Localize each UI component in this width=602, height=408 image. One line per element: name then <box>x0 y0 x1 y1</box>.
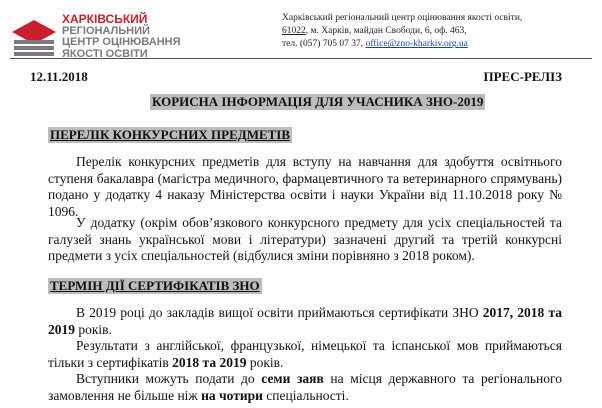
text: років. <box>75 321 112 337</box>
org-name-line-4: ЯКОСТІ ОСВІТИ <box>62 47 148 60</box>
org-name-line-2: РЕГІОНАЛЬНИЙ <box>62 24 150 37</box>
paragraph-subjects-1: Перелік конкурсних предметів для вступу на навчання для здобуття освітнього ступеня бакалавра (магістра медичного, фармацевтичного та ветеринарного спрямувань) подано у додатку 4 наказу Міністерства освіти і науки України від 11.10.2018 року № 1096. <box>48 154 562 219</box>
phone-text: тел. (057) 705 07 37, <box>282 39 366 50</box>
section-heading-certificates: ТЕРМІН ДІЇ СЕРТИФІКАТІВ ЗНО <box>50 278 260 293</box>
org-name-line-3: ЦЕНТР ОЦІНЮВАННЯ <box>62 36 181 48</box>
contact-info <box>282 12 594 52</box>
release-date: 12.11.2018 <box>30 69 88 84</box>
section-heading-subjects: ПЕРЕЛІК КОНКУРСНИХ ПРЕДМЕТІВ <box>50 127 291 142</box>
logo-icon <box>10 18 60 58</box>
text: В 2019 році до закладів вищої освіти приймаються сертифікати ЗНО <box>76 305 483 320</box>
address-text: , м. Харків, майдан Свободи, 6, оф. 463, <box>305 26 467 37</box>
text: років. <box>246 354 284 370</box>
text: Результати з англійської, французької, німецької та іспанської мов приймаються тільки з сертифікатів <box>48 338 562 370</box>
press-release-label: ПРЕС-РЕЛІЗ <box>483 69 562 84</box>
paragraph-certificates-2 <box>48 338 562 371</box>
document-title: КОРИСНА ІНФОРМАЦІЯ ДЛЯ УЧАСНИКА ЗНО-2019 <box>152 94 484 109</box>
text: на місця державного та регіонального замовлення не більше ніж <box>48 371 562 403</box>
organization-name <box>62 14 181 60</box>
bold-years: 2018 та 2019 <box>172 354 247 370</box>
header-divider <box>10 58 592 59</box>
email-link[interactable]: office@zno-kharkiv.org.ua <box>365 39 468 50</box>
text: спеціальності. <box>262 387 349 403</box>
paragraph-subjects-2: У додатку (окрім обов’язкового конкурсного предмету для усіх спеціальностей та галузей знань української мови і літератури) зазначені другий та третій конкурсні предмети з усіх спеціальностей (відбулися зміни порівняно з 2018 роком). <box>48 215 562 263</box>
bold-four: на чотири <box>201 387 263 403</box>
paragraph-certificates-1 <box>48 305 562 338</box>
postal-code: 61022 <box>282 26 306 37</box>
paragraph-certificates-3 <box>48 371 562 404</box>
text: Вступники можуть подати до <box>76 371 262 386</box>
bold-years: 2017, 2018 та 2019 <box>48 305 562 337</box>
contact-line-address <box>282 25 594 38</box>
contact-line-phone <box>282 38 594 51</box>
org-name-line-1: ХАРКІВСЬКИЙ <box>62 12 148 26</box>
contact-line-org: Харківський регіональний центр оцінювання якості освіти, <box>282 13 523 23</box>
bold-seven-applications: семи заяв <box>261 371 324 386</box>
